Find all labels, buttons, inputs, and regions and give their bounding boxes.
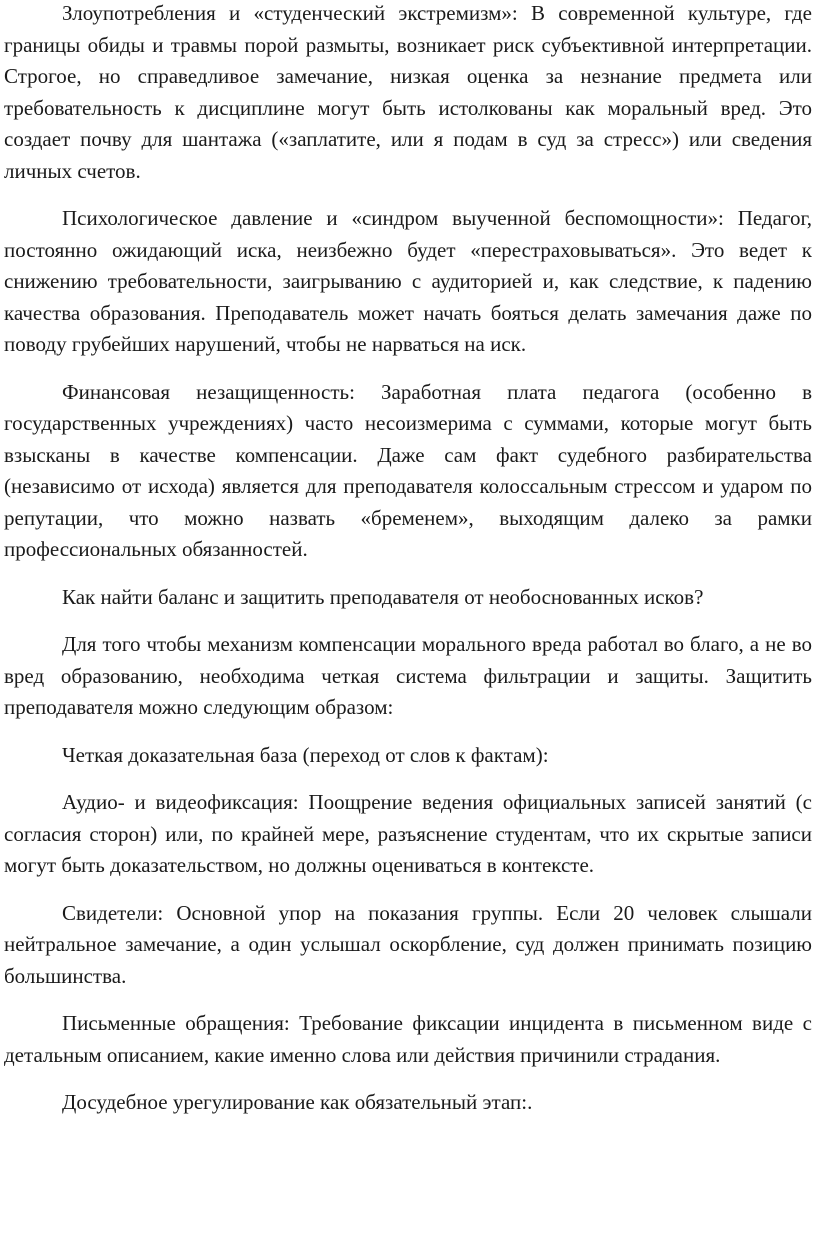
paragraph-pretrial-settlement: Досудебное урегулирование как обязательный этап:. — [62, 1090, 533, 1114]
paragraph-witnesses: Свидетели: Основной упор на показания группы. Если 20 человек слышали нейтральное замечание, а один услышал оскорбление, суд должен принимать позицию большинства. — [4, 900, 812, 988]
paragraph-financial-insecurity: Финансовая незащищенность: Заработная плата педагога (особенно в государственных учреждениях) часто несоизмерима с суммами, которые могут быть взысканы в качестве компенсации. Даже сам факт судебного разбирательства (независимо от исхода) является для преподавателя колоссальным стрессом и ударом по репутации, что можно назвать «бременем», выходящим далеко за рамки профессиональных обязанностей. — [4, 379, 812, 561]
paragraph-filtration-system: Для того чтобы механизм компенсации морального вреда работал во благо, а не во вред образованию, необходима четкая система фильтрации и защиты. Защитить преподавателя можно следующим образом: — [4, 632, 812, 719]
paragraph-psychological-pressure: Психологическое давление и «синдром выученной беспомощности»: Педагог, постоянно ожидающий иска, неизбежно будет «перестраховываться». Это ведет к снижению требовательности, заигрыванию с аудиторией и, как следствие, к падению качества образования. Преподаватель может начать бояться делать замечания даже по поводу грубейших нарушений, чтобы не нарваться на иск. — [4, 206, 812, 356]
paragraph-written-complaints: Письменные обращения: Требование фиксации инцидента в письменном виде с детальным описанием, какие именно слова или действия причинили страдания. — [4, 1011, 812, 1067]
paragraph-balance-question: Как найти баланс и защитить преподавателя от необоснованных исков? — [62, 584, 704, 609]
paragraph-audio-video-recording: Аудио- и видеофиксация: Поощрение ведения официальных записей занятий (с согласия сторон) или, по крайней мере, разъяснение студентам, что их скрытые записи могут быть доказательством, но должны оцениваться в контексте. — [4, 790, 812, 877]
paragraph-abuse-and-extremism: Злоупотребления и «студенческий экстремизм»: В современной культуре, где границы обиды и травмы порой размыты, возникает риск субъективной интерпретации. Строгое, но справедливое замечание, низкая оценка за незнание предмета или требовательность к дисциплине могут быть истолкованы как моральный вред. Это создает почву для шантажа («заплатите, или я подам в суд за стресс») или сведения личных счетов. — [4, 1, 812, 183]
paragraph-evidence-base: Четкая доказательная база (переход от слов к фактам): — [62, 742, 549, 767]
